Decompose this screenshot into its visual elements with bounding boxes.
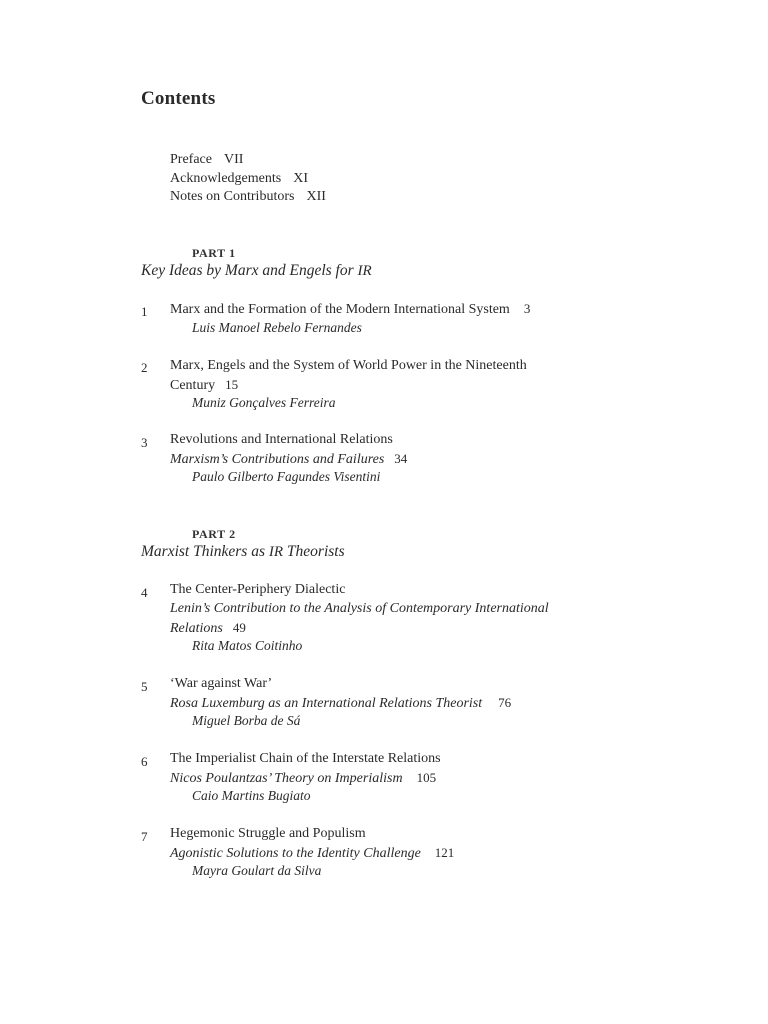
chapter-subtitle[interactable] [170, 694, 511, 713]
chapter-page: 3 [523, 301, 531, 316]
chapter-author: Luis Manoel Rebelo Fernandes [192, 320, 362, 335]
front-matter-page: XII [306, 189, 326, 204]
front-matter-preface[interactable] [170, 151, 243, 169]
chapter-number: 1 [141, 304, 148, 319]
chapter-number: 3 [141, 435, 148, 450]
part-title-abbrev: IR [268, 544, 284, 560]
part-title[interactable] [141, 543, 345, 561]
front-matter-page: VII [223, 152, 244, 167]
chapter-page: 34 [394, 451, 408, 466]
chapter-title-text: Marx and the Formation of the Modern International System [170, 302, 510, 317]
chapter-page: 49 [232, 620, 246, 635]
chapter-subtitle-text: Relations [170, 621, 223, 636]
chapter-author: Miguel Borba de Sá [192, 713, 301, 728]
part-title-abbrev: IR [357, 263, 372, 279]
front-matter-notes-on-contributors[interactable] [170, 188, 326, 206]
front-matter-label: Notes on Contributors [170, 189, 295, 204]
chapter-title-text: ‘War against War’ [170, 676, 273, 691]
chapter-title-text: Marx, Engels and the System of World Power in the Nineteenth [170, 358, 527, 373]
chapter-page: 121 [434, 845, 455, 860]
part-label: PART 1 [192, 246, 236, 260]
chapter-number: 2 [141, 360, 148, 375]
chapter-subtitle-text: Rosa Luxemburg as an International Relations Theorist [170, 696, 483, 711]
chapter-author: Muniz Gonçalves Ferreira [192, 395, 336, 410]
chapter-number: 4 [141, 585, 148, 600]
chapter-page: 15 [225, 377, 239, 392]
chapter-title[interactable] [170, 750, 441, 768]
chapter-subtitle-text: Lenin’s Contribution to the Analysis of Contemporary International [170, 601, 549, 616]
part-title-text: Key Ideas by Marx and Engels for [141, 262, 354, 279]
chapter-title[interactable] [170, 675, 272, 693]
chapter-title-text: Revolutions and International Relations [170, 432, 393, 447]
part-title-text: Theorists [286, 543, 345, 560]
chapter-author: Rita Matos Coitinho [192, 638, 303, 653]
part-title[interactable] [141, 262, 372, 280]
chapter-title[interactable] [170, 300, 530, 319]
chapter-author: Paulo Gilberto Fagundes Visentini [192, 469, 381, 484]
chapter-subtitle-text: Agonistic Solutions to the Identity Challenge [170, 846, 421, 861]
chapter-subtitle-text: Marxism’s Contributions and Failures [170, 452, 385, 467]
chapter-title[interactable] [170, 431, 393, 449]
chapter-title-text: The Imperialist Chain of the Interstate Relations [170, 751, 441, 766]
front-matter-acknowledgements[interactable] [170, 170, 308, 188]
front-matter-page: XI [293, 171, 308, 186]
chapter-subtitle[interactable] [170, 769, 436, 788]
chapter-page: 76 [498, 695, 512, 710]
front-matter-label: Preface [170, 152, 212, 167]
chapter-subtitle[interactable] [170, 844, 454, 863]
page-title: Contents [141, 88, 216, 109]
chapter-author: Mayra Goulart da Silva [192, 863, 322, 878]
chapter-subtitle-text: Nicos Poulantzas’ Theory on Imperialism [170, 771, 403, 786]
chapter-title-text: Hegemonic Struggle and Populism [170, 826, 366, 841]
front-matter-label: Acknowledgements [170, 171, 282, 186]
chapter-author: Caio Martins Bugiato [192, 788, 311, 803]
chapter-page: 105 [416, 770, 437, 785]
chapter-title[interactable] [170, 825, 366, 843]
part-label: PART 2 [192, 527, 236, 541]
chapter-title[interactable] [170, 357, 527, 375]
chapter-title[interactable] [170, 581, 345, 599]
chapter-number: 5 [141, 679, 148, 694]
chapter-subtitle[interactable] [170, 450, 407, 469]
part-title-text: Marxist Thinkers as [141, 543, 265, 560]
chapter-title-text: Century [170, 378, 216, 393]
chapter-title-continued[interactable] [170, 376, 238, 395]
chapter-title-text: The Center-Periphery Dialectic [170, 582, 346, 597]
chapter-subtitle[interactable] [170, 600, 549, 618]
chapter-subtitle-continued[interactable] [170, 619, 246, 638]
chapter-number: 7 [141, 829, 148, 844]
chapter-number: 6 [141, 754, 148, 769]
